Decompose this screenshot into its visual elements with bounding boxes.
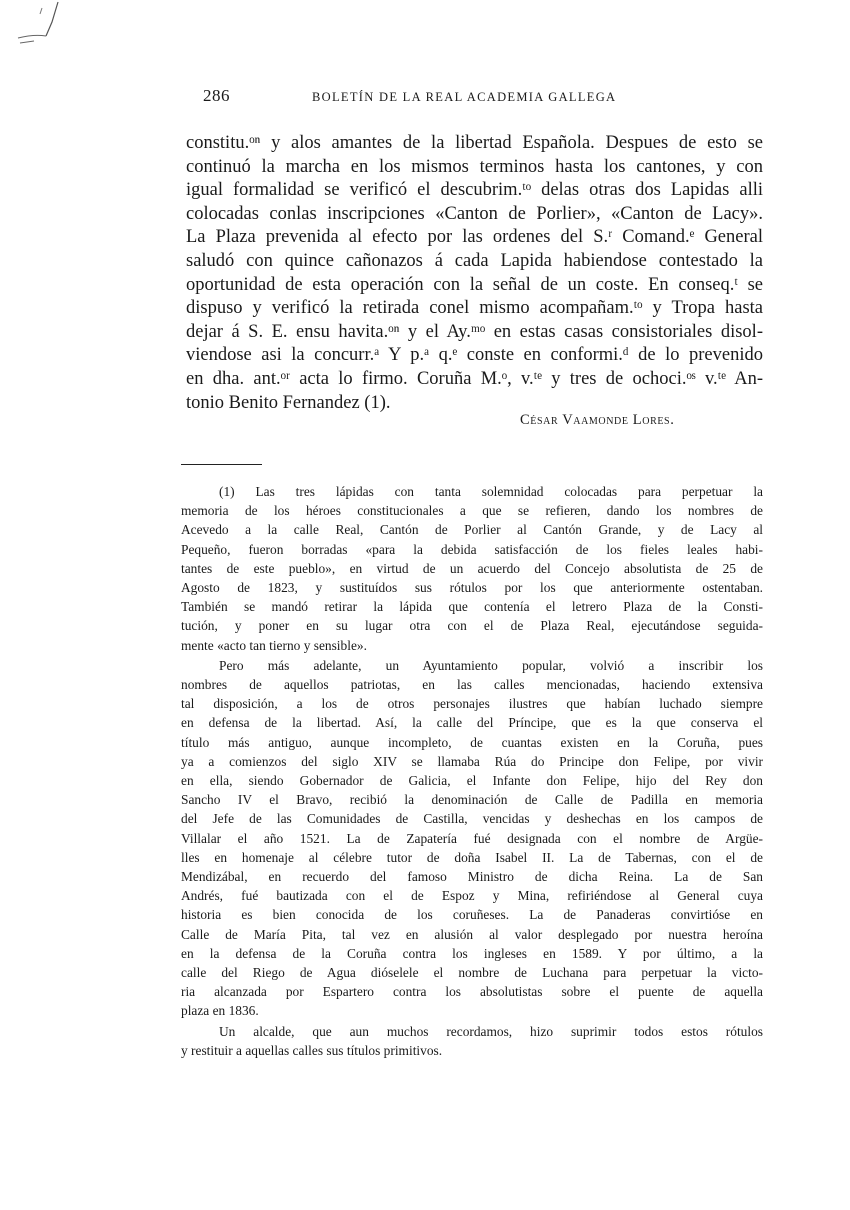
footnote-1 [181,482,763,655]
author-signature: César Vaamonde Lores. [520,412,675,428]
footnote-line: Andrés, fué bautizada con el de Espoz y Mina, refiriéndose al General cuya [181,888,763,904]
footnote-line: del Jefe de las Comunidades de Castilla, vencidas y deshechas en los campos de [181,811,763,827]
footnote-line: Pero más adelante, un Ayuntamiento popular, volvió a inscribir los [219,657,763,673]
footnote-line: nombres de aquellos patriotas, en las calles mencionadas, haciendo extensiva [181,677,763,693]
footnote-line: tantes de este pueblo», en virtud de un acuerdo del Concejo absolutista de 25 de [181,560,763,576]
body-line: viendose asi la concurr.ᵃ Y p.ᵃ q.ᵉ conste en conformi.ᵈ de lo prevenido [186,345,763,366]
footnote-line: y restituir a aquellas calles sus títulos primitivos. [181,1042,443,1058]
footnote-line: plaza en 1836. [181,1003,259,1019]
body-line: continuó la marcha en los mismos terminos hasta los cantones, y con [186,156,763,177]
footnote-line: historia es bien conocida de los coruñeses. La de Panaderas convirtióse en [181,907,763,923]
footnote-divider [181,464,262,465]
footnote-line: Agosto de 1823, y sustituídos sus rótulos por los que anteriormente ostentaban. [181,580,763,596]
footnote-line: en defensa de la libertad. Así, la calle del Príncipe, que es la que conserva el [181,715,763,731]
footnote-line: Villalar el año 1521. La de Zapatería fué designada con el nombre de Argüe- [181,830,763,846]
pencil-annotation-icon [0,0,80,50]
body-line: La Plaza prevenida al efecto por las ordenes del S.ʳ Comand.ᵉ General [186,227,763,248]
footnote-line: tal disposición, a los de otros personajes ilustres que habían luchado siempre [181,696,763,712]
running-title: BOLETÍN DE LA REAL ACADEMIA GALLEGA [312,90,617,104]
footnote-line: tución, y poner en su lugar otra con el de Plaza Real, ejecutándose seguida- [181,618,763,634]
footnote-line: título más antiguo, aunque incompleto, de cuantas existen en la Coruña, pues [181,734,763,750]
footnote-line: ria alcanzada por Espartero contra los absolutistas sobre el puente de aquella [181,984,763,1000]
footnotes [181,482,763,1060]
body-line: en dha. ant.ᵒʳ acta lo firmo. Coruña M.ᵒ, v.ᵗᵉ y tres de ochoci.ᵒˢ v.ᵗᵉ An- [186,368,763,389]
footnote-line: También se mandó retirar la lápida que contenía el letrero Plaza de la Consti- [181,599,763,615]
footnote-line: Sancho IV el Bravo, recibió la denominación de Calle de Padilla en memoria [181,792,763,808]
footnote-paragraph-2 [181,656,763,1021]
footnote-line: Pequeño, fueron borradas «para la debida satisfacción de los fieles leales habi- [181,541,763,557]
footnote-line: en ella, siendo Gobernador de Galicia, el Infante don Felipe, hijo del Rey don [181,773,763,789]
body-line: colocadas conlas inscripciones «Canton de Porlier», «Canton de Lacy». [186,203,763,224]
body-line: constitu.ᵒⁿ y alos amantes de la libertad Española. Despues de esto se [186,133,763,153]
main-body-text [186,132,763,415]
body-line: saludó con quince cañonazos á cada Lapida habiendose contestado la [186,250,763,271]
footnote-paragraph-3 [181,1022,763,1060]
footnote-line: (1) Las tres lápidas con tanta solemnidad colocadas para perpetuar la [219,484,763,499]
body-line: dejar á S. E. ensu havita.ᵒⁿ y el Ay.ᵐᵒ en estas casas consistoriales disol- [186,321,763,342]
footnote-line: Mendizábal, en recuerdo del famoso Ministro de dicha Reina. La de San [181,869,763,885]
footnote-line: Un alcalde, que aun muchos recordamos, hizo suprimir todos estos rótulos [219,1023,763,1039]
footnote-line: calle del Riego de Agua dióselele el nombre de Luchana para perpetuar la victo- [181,965,763,981]
footnote-line: en la defensa de la Coruña contra los ingleses en 1589. Y por último, a la [181,945,763,961]
footnote-line: Acevedo a la calle Real, Cantón de Porlier al Cantón Grande, y de Lacy al [181,522,763,538]
body-line: igual formalidad se verificó el descubrim.ᵗᵒ delas otras dos Lapidas alli [186,180,763,201]
footnote-line: ya a comienzos del siglo XIV se llamaba Rúa do Principe don Felipe, por vivir [181,753,763,769]
page-number: 286 [203,86,230,105]
footnote-line: lles en homenaje al célebre tutor de doña Isabel II. La de Tabernas, con el de [181,849,763,865]
body-line: tonio Benito Fernandez (1). [186,392,391,413]
body-line: oportunidad de esta operación con la señal de un coste. En conseq.ᵗ se [186,274,763,295]
footnote-line: memoria de los héroes constitucionales a que se refieren, dando los nombres de [181,503,763,519]
body-line: dispuso y verificó la retirada conel mismo acompañam.ᵗᵒ y Tropa hasta [186,298,763,319]
footnote-line: mente «acto tan tierno y sensible». [181,637,367,653]
footnote-line: Calle de María Pita, tal vez en alusión al valor desplegado por nuestra heroína [181,926,763,942]
